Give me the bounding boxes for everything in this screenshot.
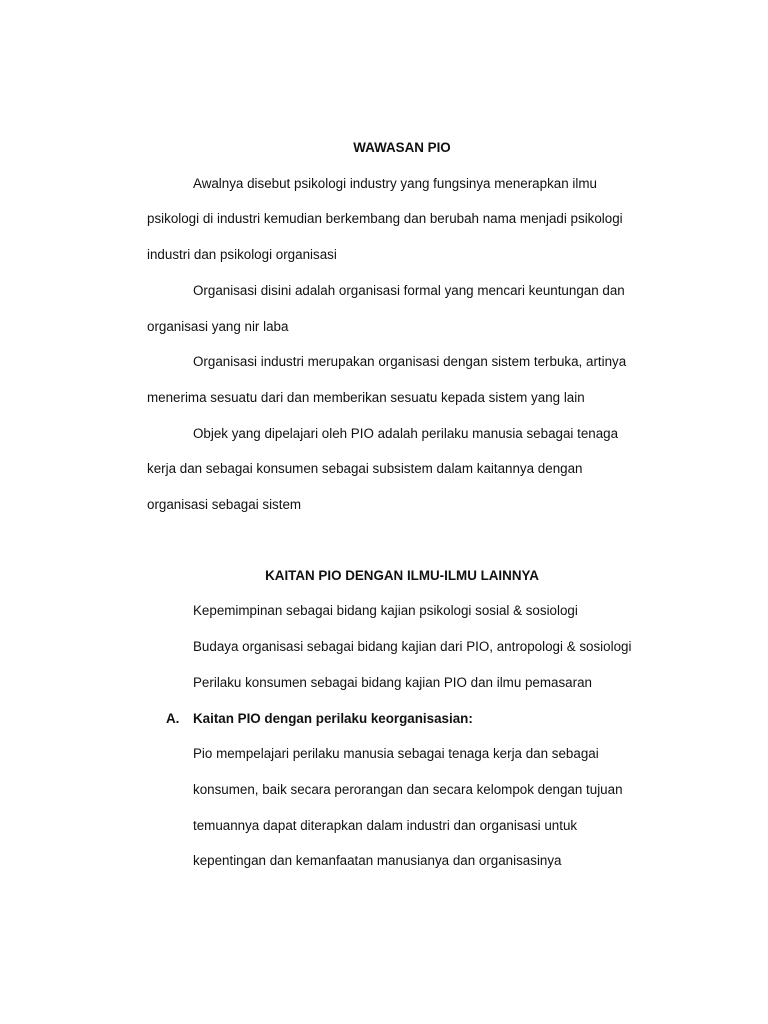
paragraph-line: menerima sesuatu dari dan memberikan sesuatu kepada sistem yang lain bbox=[147, 390, 585, 405]
list-body-line: konsumen, baik secara perorangan dan secara kelompok dengan tujuan bbox=[193, 782, 623, 797]
section-title-wawasan: WAWASAN PIO bbox=[353, 140, 451, 155]
paragraph-line: psikologi di industri kemudian berkembang dan berubah nama menjadi psikologi bbox=[147, 211, 623, 226]
paragraph-line: Objek yang dipelajari oleh PIO adalah perilaku manusia sebagai tenaga bbox=[193, 426, 619, 441]
list-body-line: temuannya dapat diterapkan dalam industri dan organisasi untuk bbox=[193, 818, 578, 833]
list-body-line: kepentingan dan kemanfaatan manusianya dan organisasinya bbox=[193, 853, 562, 868]
paragraph-line: industri dan psikologi organisasi bbox=[147, 247, 337, 262]
paragraph-line: organisasi yang nir laba bbox=[147, 319, 289, 334]
list-marker: A. bbox=[166, 711, 180, 726]
paragraph-line: kerja dan sebagai konsumen sebagai subsistem dalam kaitannya dengan bbox=[147, 461, 583, 476]
section-title-kaitan: KAITAN PIO DENGAN ILMU-ILMU LAINNYA bbox=[265, 568, 539, 583]
paragraph-line: Perilaku konsumen sebagai bidang kajian PIO dan ilmu pemasaran bbox=[193, 675, 592, 690]
paragraph-line: organisasi sebagai sistem bbox=[147, 497, 302, 512]
list-heading: Kaitan PIO dengan perilaku keorganisasian: bbox=[193, 711, 473, 726]
paragraph-line: Organisasi industri merupakan organisasi dengan sistem terbuka, artinya bbox=[193, 354, 627, 369]
paragraph-line: Organisasi disini adalah organisasi formal yang mencari keuntungan dan bbox=[193, 283, 625, 298]
paragraph-line: Kepemimpinan sebagai bidang kajian psikologi sosial & sosiologi bbox=[193, 603, 578, 618]
paragraph-line: Awalnya disebut psikologi industry yang fungsinya menerapkan ilmu bbox=[193, 176, 597, 191]
list-body-line: Pio mempelajari perilaku manusia sebagai tenaga kerja dan sebagai bbox=[193, 746, 599, 761]
paragraph-line: Budaya organisasi sebagai bidang kajian dari PIO, antropologi & sosiologi bbox=[193, 639, 632, 654]
